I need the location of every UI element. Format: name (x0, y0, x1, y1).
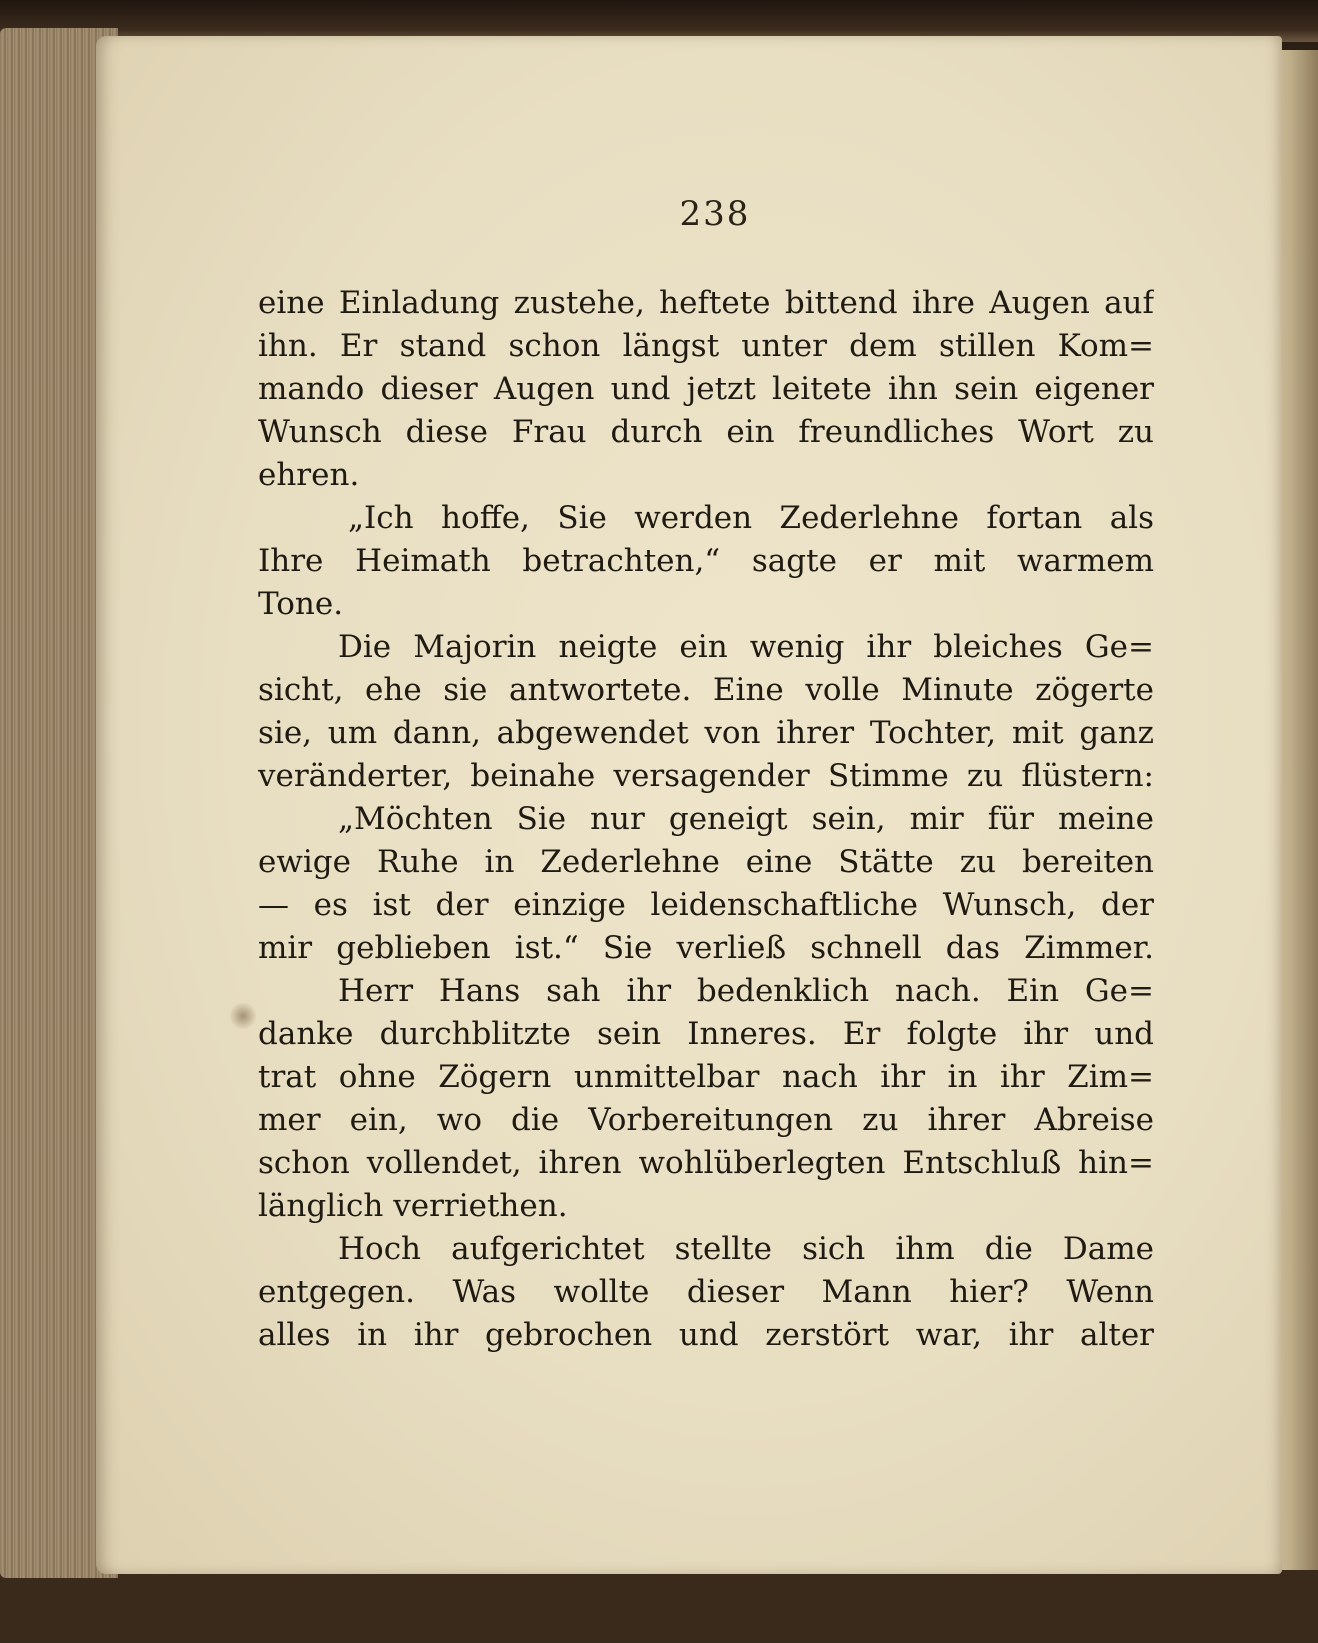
text-line: Hoch aufgerichtet stellte sich ihm die Dame (338, 1231, 1154, 1267)
text-line: entgegen. Was wollte dieser Mann hier? Wenn (258, 1274, 1154, 1310)
page-number: 238 (679, 194, 751, 234)
text-line: mir geblieben ist.“ Sie verließ schnell das Zimmer. (258, 930, 1154, 966)
paper-stain (228, 1003, 258, 1029)
text-line: sicht, ehe sie antwortete. Eine volle Minute zögerte (258, 672, 1154, 708)
text-line: schon vollendet, ihren wohlüberlegten Entschluß hin= (258, 1145, 1154, 1181)
text-line: eine Einladung zustehe, heftete bittend ihre Augen auf (258, 285, 1154, 321)
text-line: Tone. (258, 586, 344, 622)
text-line: mer ein, wo die Vorbereitungen zu ihrer Abreise (258, 1102, 1154, 1138)
text-line: veränderter, beinahe versagender Stimme zu flüstern: (258, 758, 1154, 794)
text-line: Ihre Heimath betrachten,“ sagte er mit warmem (258, 543, 1154, 579)
text-line: Wunsch diese Frau durch ein freundliches Wort zu (258, 414, 1154, 450)
text-line: alles in ihr gebrochen und zerstört war, ihr alter (258, 1317, 1154, 1353)
text-line: danke durchblitzte sein Inneres. Er folgte ihr und (258, 1016, 1154, 1052)
text-line: länglich verriethen. (258, 1188, 568, 1224)
text-line: trat ohne Zögern unmittelbar nach ihr in ihr Zim= (258, 1059, 1154, 1095)
text-line: ihn. Er stand schon längst unter dem stillen Kom= (258, 328, 1154, 364)
text-line: „Ich hoffe, Sie werden Zederlehne fortan als (348, 500, 1154, 536)
text-line: — es ist der einzige leidenschaftliche Wunsch, der (258, 887, 1154, 923)
text-line: Herr Hans sah ihr bedenklich nach. Ein Ge= (338, 973, 1154, 1009)
text-line: ewige Ruhe in Zederlehne eine Stätte zu bereiten (258, 844, 1154, 880)
text-line: mando dieser Augen und jetzt leitete ihn sein eigener (258, 371, 1154, 407)
text-line: „Möchten Sie nur geneigt sein, mir für meine (338, 801, 1154, 837)
body-text (258, 282, 1154, 1357)
text-line: Die Majorin neigte ein wenig ihr bleiches Ge= (338, 629, 1154, 665)
text-line: sie, um dann, abgewendet von ihrer Tochter, mit ganz (258, 715, 1154, 751)
text-line: ehren. (258, 457, 360, 493)
